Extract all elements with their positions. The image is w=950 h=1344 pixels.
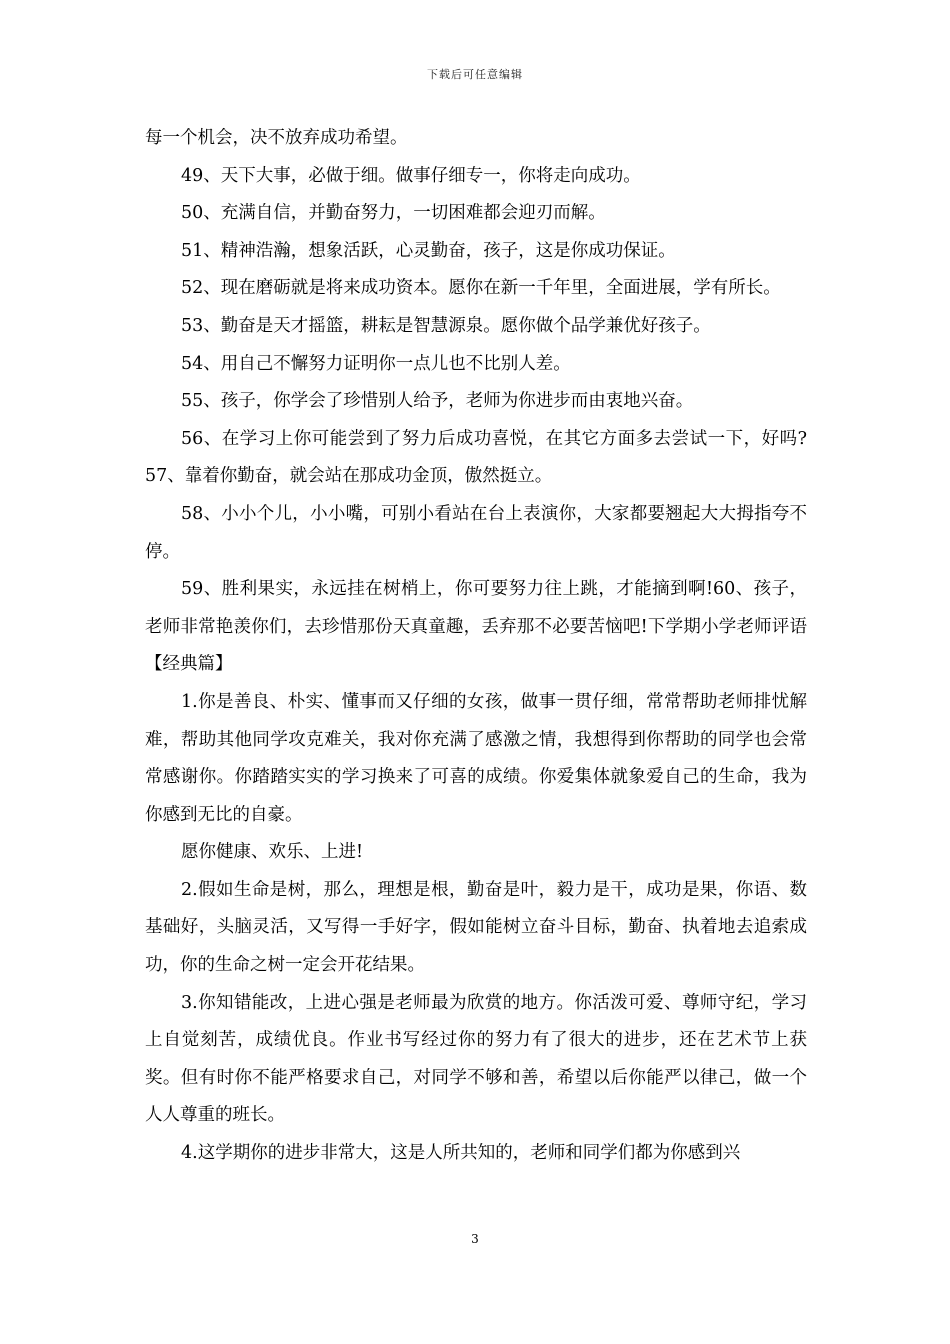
paragraph: 每一个机会，决不放弃成功希望。 [145, 128, 408, 148]
paragraph: 1.你是善良、朴实、懂事而又仔细的女孩，做事一贯仔细，常常帮助老师排忧解难，帮助其他同学攻克难关，我对你充满了感激之情，我想得到你帮助的同学也会常常感谢你。你踏踏实实的学习换来了可喜的成绩。你爱集体就象爱自己的生命，我为你感到无比的自豪。 [145, 691, 807, 825]
paragraph: 51、精神浩瀚，想象活跃，心灵勤奋，孩子，这是你成功保证。 [181, 240, 676, 261]
paragraph: 55、孩子，你学会了珍惜别人给予，老师为你进步而由衷地兴奋。 [181, 391, 694, 412]
paragraph: 50、充满自信，并勤奋努力，一切困难都会迎刃而解。 [181, 203, 606, 224]
document-body [145, 120, 807, 1173]
paragraph: 4.这学期你的进步非常大，这是人所共知的，老师和同学们都为你感到兴 [181, 1143, 741, 1164]
paragraph: 53、勤奋是天才摇篮，耕耘是智慧源泉。愿你做个品学兼优好孩子。 [181, 315, 711, 336]
page-number: 3 [471, 1232, 479, 1246]
page-header: 下载后可任意编辑 [427, 68, 523, 81]
paragraph: 52、现在磨砺就是将来成功资本。愿你在新一千年里，全面进展，学有所长。 [181, 278, 781, 299]
paragraph: 愿你健康、欢乐、上进! [181, 842, 364, 863]
paragraph: 49、天下大事，必做于细。做事仔细专一，你将走向成功。 [181, 165, 641, 186]
paragraph: 2.假如生命是树，那么，理想是根，勤奋是叶，毅力是干，成功是果，你语、数基础好，头脑灵活，又写得一手好字，假如能树立奋斗目标，勤奋、执着地去追索成功，你的生命之树一定会开花结果。 [145, 879, 807, 976]
paragraph: 59、胜利果实，永远挂在树梢上，你可要努力往上跳，才能摘到啊!60、孩子，老师非常艳羡你们，去珍惜那份天真童趣，丢弃那不必要苦恼吧!下学期小学老师评语【经典篇】 [145, 579, 807, 675]
paragraph: 56、在学习上你可能尝到了努力后成功喜悦，在其它方面多去尝试一下，好吗?57、靠着你勤奋，就会站在那成功金顶，傲然挺立。 [145, 428, 807, 487]
paragraph: 58、小小个儿，小小嘴，可别小看站在台上表演你，大家都要翘起大大拇指夸不停。 [145, 503, 807, 562]
paragraph: 54、用自己不懈努力证明你一点儿也不比别人差。 [181, 353, 571, 374]
paragraph: 3.你知错能改，上进心强是老师最为欣赏的地方。你活泼可爱、尊师守纪，学习上自觉刻苦，成绩优良。作业书写经过你的努力有了很大的进步，还在艺术节上获奖。但有时你不能严格要求自己，对同学不够和善，希望以后你能严以律己，做一个人人尊重的班长。 [145, 992, 807, 1126]
